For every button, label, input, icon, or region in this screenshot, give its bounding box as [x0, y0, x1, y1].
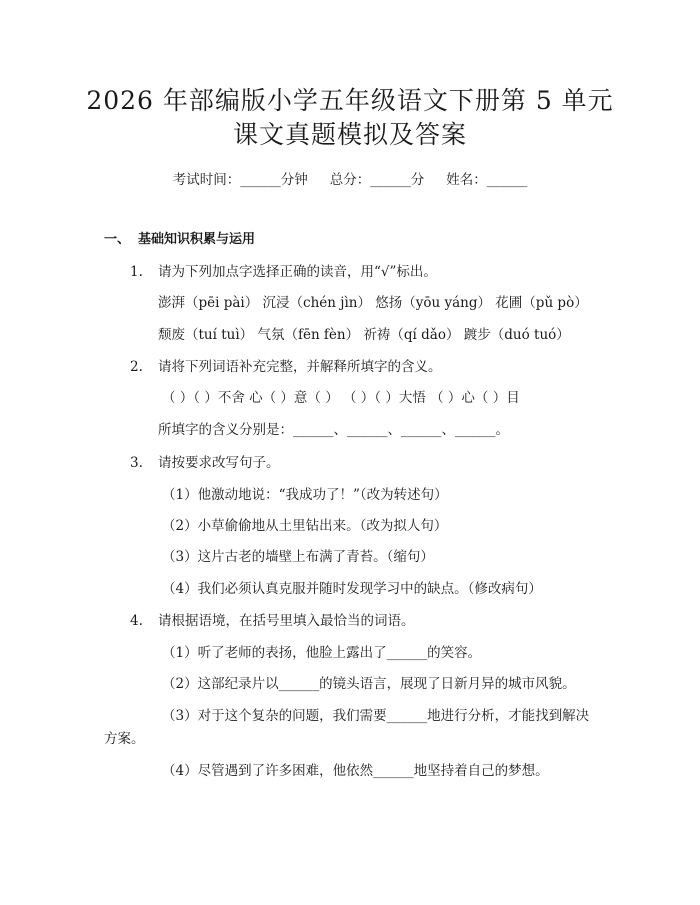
q4-item-3-continuation: 方案。: [104, 731, 145, 747]
section-heading: [104, 230, 255, 250]
q3-item-3: （3）这片古老的墙壁上布满了青苔。（缩句）: [162, 549, 434, 565]
q2-number: 2.: [130, 359, 143, 375]
section-number: 一、: [104, 232, 131, 247]
page-title-line2: 课文真题模拟及答案: [232, 120, 467, 149]
page-title-line1: 2026 年部编版小学五年级语文下册第 5 单元: [86, 86, 614, 115]
q1-text: 请为下列加点字选择正确的读音，用“√”标出。: [158, 264, 437, 280]
q3-item-2: （2）小草偷偷地从土里钻出来。（改为拟人句）: [162, 518, 448, 534]
q4-item-2: （2）这部纪录片以______的镜头语言，展现了日新月异的城市风貌。: [162, 676, 576, 692]
q3-item-4: （4）我们必须认真克服并随时发现学习中的缺点。（修改病句）: [162, 581, 542, 597]
q3-text: 请按要求改写句子。: [158, 455, 280, 471]
exam-time: 考试时间：______分钟: [172, 172, 308, 188]
q4-text: 请根据语境，在括号里填入最恰当的词语。: [158, 613, 415, 629]
q1-row1: 澎湃（pēi pài） 沉浸（chén jìn） 悠扬（yōu yáng） 花圃（pǔ pò）: [158, 295, 588, 311]
q3-item-1: （1）他激动地说：“我成功了！”（改为转述句）: [162, 487, 448, 503]
q3-number: 3.: [130, 455, 143, 471]
q4-item-4: （4）尽管遇到了许多困难，他依然______地坚持着自己的梦想。: [162, 763, 549, 779]
q4-number: 4.: [130, 613, 143, 629]
q1-number: 1.: [130, 264, 143, 280]
q2-row2: 所填字的含义分别是：______、______、______、______。: [158, 422, 509, 438]
q1-row2: 颓废（tuí tuì） 气氛（fēn fèn） 祈祷（qí dǎo） 踱步（duó tuó）: [158, 327, 570, 343]
exam-name: 姓名：______: [446, 172, 528, 188]
q4-item-3: （3）对于这个复杂的问题，我们需要______地进行分析，才能找到解决: [162, 708, 590, 724]
q4-item-1: （1）听了老师的表扬，他脸上露出了______的笑容。: [162, 645, 482, 661]
exam-score: 总分：______分: [329, 172, 425, 188]
exam-info: [0, 168, 700, 188]
q2-text: 请将下列词语补充完整，并解释所填字的含义。: [158, 359, 442, 375]
q2-row1: （ ）（ ）不舍 心（ ）意（ ） （ ）（ ）大悟 （ ）心（ ）目: [162, 390, 520, 406]
section-title: 基础知识积累与运用: [138, 232, 256, 247]
